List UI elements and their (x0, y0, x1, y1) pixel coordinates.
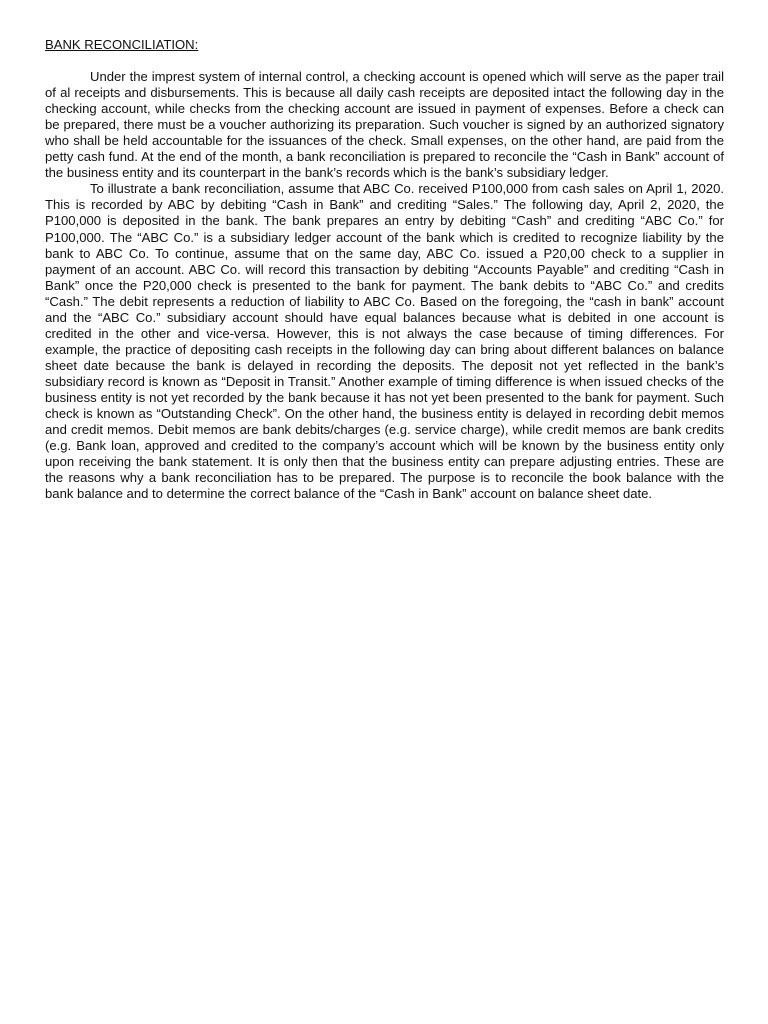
paragraph-imprest-system: Under the imprest system of internal control, a checking account is opened which will serve as the paper trail of al receipts and disbursements. This is because all daily cash receipts are deposited intact the following day in the checking account, while checks from the checking account are issued in payment of expenses. Before a check can be prepared, there must be a voucher authorizing its preparation. Such voucher is signed by an authorized signatory who shall be held accountable for the issuances of the check. Small expenses, on the other hand, are paid from the petty cash fund. At the end of the month, a bank reconciliation is prepared to reconcile the “Cash in Bank” account of the business entity and its counterpart in the bank’s records which is the bank’s subsidiary ledger. (45, 69, 724, 181)
document-body (45, 37, 724, 502)
document-heading: BANK RECONCILIATION: (45, 37, 199, 52)
paragraph-illustration: To illustrate a bank reconciliation, assume that ABC Co. received P100,000 from cash sales on April 1, 2020. This is recorded by ABC by debiting “Cash in Bank” and crediting “Sales.” The following day, April 2, 2020, the P100,000 is deposited in the bank. The bank prepares an entry by debiting “Cash” and crediting “ABC Co.” for P100,000. The “ABC Co.” is a subsidiary ledger account of the bank which is credited to recognize liability by the bank to ABC Co. To continue, assume that on the same day, ABC Co. issued a P20,00 check to a supplier in payment of an account. ABC Co. will record this transaction by debiting “Accounts Payable” and crediting “Cash in Bank” once the P20,000 check is presented to the bank for payment. The bank debits to “ABC Co.” and credits “Cash.” The debit represents a reduction of liability to ABC Co. Based on the foregoing, the “cash in bank” account and the “ABC Co.” subsidiary account should have equal balances because what is debited in one account is credited in the other and vice-versa. However, this is not always the case because of timing differences. For example, the practice of depositing cash receipts in the following day can bring about different balances on balance sheet date because the bank is delayed in recording the deposits. The deposit not yet reflected in the bank’s subsidiary record is known as “Deposit in Transit.” Another example of timing difference is when issued checks of the business entity is not yet recorded by the bank because it has not yet been presented to the bank for payment. Such check is known as “Outstanding Check”. On the other hand, the business entity is delayed in recording debit memos and credit memos. Debit memos are bank debits/charges (e.g. service charge), while credit memos are bank credits (e.g. Bank loan, approved and credited to the company’s account which will be known by the business entity only upon receiving the bank statement. It is only then that the business entity can prepare adjusting entries. These are the reasons why a bank reconciliation has to be prepared. The purpose is to reconcile the book balance with the bank balance and to determine the correct balance of the “Cash in Bank” account on balance sheet date. (45, 181, 724, 502)
